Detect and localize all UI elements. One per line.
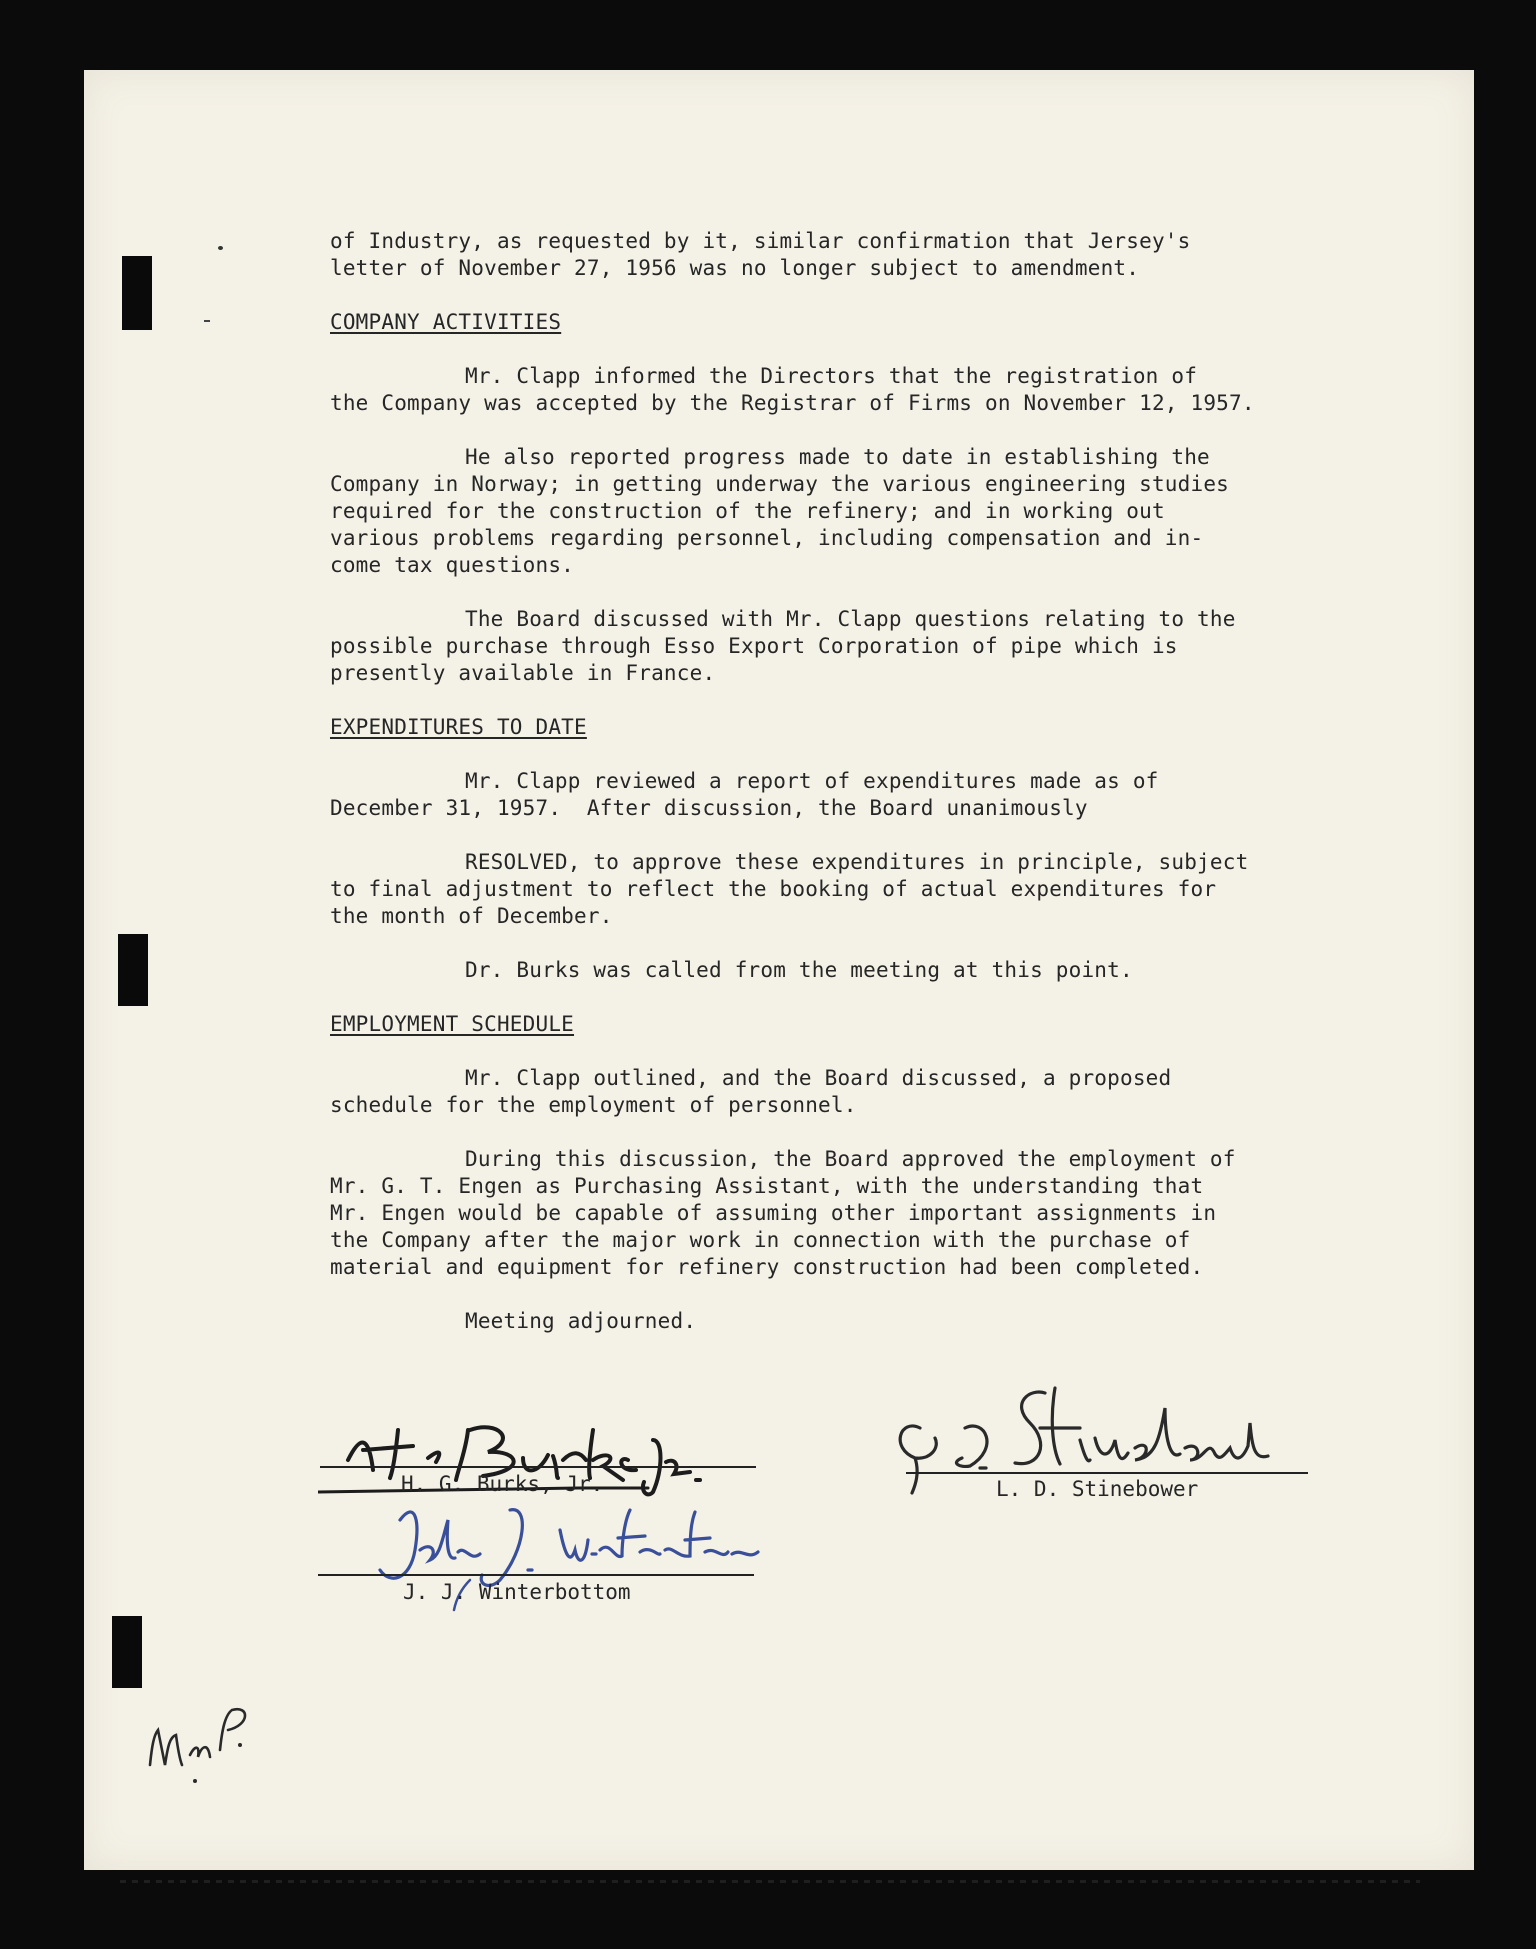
body-paragraph: He also reported progress made to date in establishing the Company in Norway; in getting underway the various engineering studies required for the construction of the refinery; and in working out various problems regarding personnel, including compensation and in- come tax questions. <box>330 445 1230 577</box>
signature-line-winterbottom <box>318 1574 754 1576</box>
margin-note-initials <box>140 1695 280 1785</box>
body-paragraph: The Board discussed with Mr. Clapp questions relating to the possible purchase through Esso Export Corporation of pipe which is presently available in France. <box>330 607 1236 685</box>
signatory-name-winterbottom: J. J. Winterbottom <box>403 1580 631 1604</box>
body-paragraph: Dr. Burks was called from the meeting at this point. <box>465 958 1133 982</box>
punch-mark-middle <box>118 934 148 1006</box>
signatory-name-burks: H. G. Burks, Jr. <box>401 1472 604 1496</box>
signatory-name-stinebower: L. D. Stinebower <box>996 1477 1199 1501</box>
section-heading: EMPLOYMENT SCHEDULE <box>330 1012 575 1036</box>
body-paragraph: Mr. Clapp informed the Directors that the registration of the Company was accepted by the Registrar of Firms on November 12, 1957. <box>330 364 1255 415</box>
body-paragraph: Mr. Clapp reviewed a report of expenditures made as of December 31, 1957. After discussion, the Board unanimously <box>330 769 1159 820</box>
signature-stinebower-text: L. D. Stinebower <box>890 1368 900 1369</box>
continuation-paragraph: of Industry, as requested by it, similar confirmation that Jersey's letter of November 27, 1956 was no longer subject to amendment. <box>330 229 1191 280</box>
document-body <box>330 228 1330 1362</box>
body-paragraph: Meeting adjourned. <box>465 1309 697 1333</box>
body-paragraph: During this discussion, the Board approved the employment of Mr. G. T. Engen as Purchasing Assistant, with the understanding that Mr. Engen would be capable of assuming other important assignments in the Company after the major work in connection with the purchase of material and equipment for refinery construction had been completed. <box>330 1147 1236 1279</box>
margin-note-text: MmP. <box>140 1695 143 1696</box>
signature-line-burks <box>320 1466 756 1468</box>
section-heading: EXPENDITURES TO DATE <box>330 715 587 739</box>
punch-mark-bottom <box>112 1616 142 1688</box>
body-paragraph: RESOLVED, to approve these expenditures in principle, subject to final adjustment to reflect the booking of actual expenditures for the month of December. <box>330 850 1249 928</box>
ink-speck <box>204 320 210 322</box>
signature-burks-text: H. G. Burks Jr. <box>318 1400 328 1401</box>
punch-mark-top <box>122 256 152 330</box>
signature-line-stinebower <box>906 1472 1308 1474</box>
section-heading: COMPANY ACTIVITIES <box>330 310 562 334</box>
edge-marks <box>120 1880 1420 1883</box>
signature-winterbottom-text: John J. Winterbottom <box>360 1490 373 1491</box>
ink-speck <box>218 246 223 250</box>
body-paragraph: Mr. Clapp outlined, and the Board discussed, a proposed schedule for the employment of personnel. <box>330 1066 1172 1117</box>
